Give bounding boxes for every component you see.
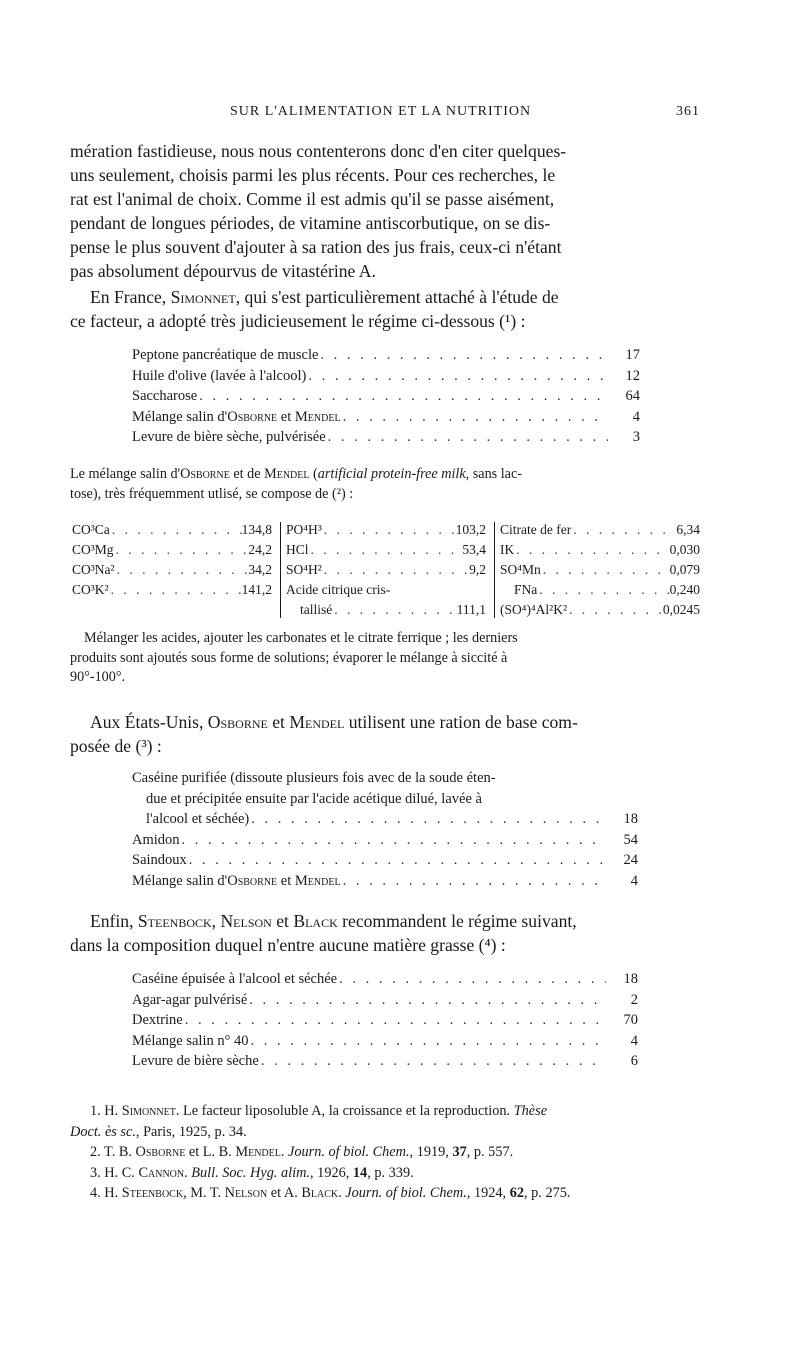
text-fragment: .	[280, 1144, 289, 1160]
mixing-instructions	[70, 629, 700, 688]
salt-row	[286, 540, 486, 560]
author-name: Steenbock	[137, 911, 212, 931]
amount: 103,2	[455, 522, 486, 537]
text-fragment: , p. 275.	[524, 1185, 571, 1201]
formula: Acide citrique cris-	[286, 582, 391, 597]
italic-title: Doct. ès sc.	[70, 1123, 136, 1140]
text-fragment: , Paris, 1925, p. 34.	[135, 1123, 247, 1140]
ingredient: Saccharose	[132, 388, 198, 405]
amount: 53,4	[462, 542, 486, 557]
diet-table-steenbock	[132, 969, 638, 1072]
quantity: 4	[630, 1032, 638, 1049]
text-fragment: et	[277, 872, 295, 889]
footnote-1	[90, 1101, 710, 1122]
formula: SO⁴Mn	[500, 562, 541, 577]
footnotes	[70, 1101, 710, 1204]
author-name: Osborne	[227, 872, 278, 889]
author-name: Nelson	[220, 911, 272, 931]
text-fragment: utilisent une ration de base com-	[344, 712, 578, 732]
formula: CO³Na²	[72, 562, 115, 577]
formula: SO⁴H²	[286, 562, 322, 577]
salt-row	[500, 580, 700, 600]
salt-composition-table	[72, 520, 700, 620]
salt-row	[72, 560, 272, 580]
formula: HCl	[286, 542, 309, 557]
diet-table-simonnet	[132, 345, 640, 448]
text-line: ce facteur, a adopté très judicieusement le régime ci-dessous (¹) :	[70, 311, 526, 331]
ingredient: Caséine épuisée à l'alcool et séchée	[132, 971, 338, 987]
text-line	[70, 909, 700, 933]
diet-row	[132, 789, 638, 810]
text-line: produits sont ajoutés sous forme de solutions; évaporer le mélange à siccité à	[70, 649, 508, 666]
text-line: mération fastidieuse, nous nous contenterons donc d'en citer quelques-	[70, 141, 567, 161]
author-name: Mendel	[289, 712, 345, 732]
text-fragment: Enfin,	[90, 911, 138, 931]
leader-dots	[183, 1010, 606, 1031]
amount: 111,1	[456, 602, 486, 617]
ingredient	[132, 871, 341, 892]
paragraph-4	[70, 909, 700, 957]
text-line: rat est l'animal de choix. Comme il est admis qu'il se passe aisément,	[70, 189, 555, 209]
text-fragment: 4. H.	[90, 1185, 122, 1201]
quantity: 17	[625, 347, 640, 363]
diet-row	[132, 1051, 638, 1072]
leader-dots	[341, 407, 608, 428]
author-name: Mendel	[294, 408, 341, 425]
author-name: Mendel	[235, 1144, 281, 1160]
quantity: 6	[630, 1053, 638, 1070]
volume-number: 62	[509, 1185, 524, 1201]
quantity: 54	[623, 831, 638, 848]
diet-row	[132, 366, 640, 387]
ingredient: due et précipitée ensuite par l'acide acétique dilué, lavée à	[146, 790, 482, 807]
diet-row	[132, 407, 640, 428]
italic-term: artificial protein-free milk	[317, 466, 466, 482]
diet-row	[132, 427, 640, 448]
quantity: 4	[630, 872, 638, 889]
quantity: 2	[630, 991, 638, 1008]
amount: 6,34	[676, 522, 700, 537]
running-head-title: SUR L'ALIMENTATION ET LA NUTRITION	[230, 104, 532, 119]
quantity: 12	[625, 367, 640, 384]
ingredient	[132, 407, 341, 428]
formula: FNa	[514, 582, 538, 597]
diet-row	[132, 990, 638, 1011]
leader-dots	[249, 809, 606, 830]
text-line: uns seulement, choisis parmi les plus récents. Pour ces recherches, le	[70, 165, 556, 185]
leader-dots	[322, 520, 456, 540]
leader-dots	[249, 1031, 606, 1052]
quantity: 24	[623, 852, 638, 869]
text-fragment: , p. 339.	[367, 1164, 414, 1181]
text-fragment: , 1926,	[310, 1164, 353, 1181]
ingredient: Amidon	[132, 831, 180, 848]
journal-title: Journ. of biol. Chem.	[345, 1185, 467, 1201]
text-line	[70, 710, 700, 734]
text-fragment: 3. H. C.	[90, 1164, 139, 1181]
ingredient: Levure de bière sèche	[132, 1053, 259, 1070]
quantity: 70	[623, 1012, 638, 1029]
author-name: Cannon	[138, 1164, 185, 1181]
author-name: Simonnet	[170, 287, 236, 307]
leader-dots	[180, 830, 606, 851]
formula: Citrate de fer	[500, 522, 572, 537]
column-divider	[494, 522, 495, 618]
author-name: Steenbock	[121, 1185, 184, 1201]
quantity: 18	[623, 971, 638, 987]
amount: 9,2	[469, 562, 486, 577]
author-name: Black	[301, 1185, 339, 1201]
author-name: Black	[293, 911, 338, 931]
journal-title: Bull. Soc. Hyg. alim.	[191, 1164, 311, 1181]
diet-row	[132, 386, 640, 407]
ingredient: Levure de bière sèche, pulvérisée	[132, 429, 326, 446]
text-line	[70, 465, 700, 485]
column-divider	[280, 522, 281, 618]
leader-dots	[187, 850, 606, 871]
leader-dots	[567, 600, 663, 620]
leader-dots	[309, 540, 463, 560]
salt-row	[500, 520, 700, 540]
journal-title: Journ. of biol. Chem.	[288, 1144, 410, 1160]
leader-dots	[247, 990, 606, 1011]
text-fragment: En France,	[90, 287, 171, 307]
leader-dots	[110, 520, 242, 540]
text-line: posée de (³) :	[70, 736, 162, 756]
leader-dots	[337, 969, 606, 990]
text-fragment: (	[309, 466, 318, 482]
text-fragment: , 1919,	[409, 1144, 453, 1160]
ingredient: Agar-agar pulvérisé	[132, 991, 248, 1008]
leader-dots	[326, 427, 608, 448]
leader-dots	[514, 540, 669, 560]
amount: 141,2	[241, 582, 272, 597]
salt-column-2	[286, 520, 486, 620]
diet-row	[132, 830, 638, 851]
author-name: Osborne	[135, 1144, 186, 1160]
volume-number: 14	[352, 1164, 368, 1181]
paragraph-2	[70, 285, 700, 333]
leader-dots	[318, 345, 608, 366]
amount: 134,8	[241, 522, 272, 537]
leader-dots	[114, 540, 249, 560]
leader-dots	[109, 580, 242, 600]
text-fragment: Mélange salin d'	[132, 408, 228, 425]
text-line: dans la composition duquel n'entre aucune matière grasse (⁴) :	[70, 935, 506, 955]
author-name: Mendel	[294, 872, 341, 889]
text-line: Mélanger les acides, ajouter les carbonates et le citrate ferrique ; les derniers	[84, 630, 518, 646]
amount: 0,079	[669, 562, 700, 577]
text-line: pendant de longues périodes, de vitamine antiscorbutique, on se dis-	[70, 213, 551, 233]
salt-row	[286, 560, 486, 580]
formula: (SO⁴)⁴Al²K²	[500, 602, 568, 617]
leader-dots	[571, 520, 676, 540]
salt-row	[72, 520, 272, 540]
formula: PO⁴H³	[286, 522, 322, 537]
salt-mixture-note	[70, 465, 700, 504]
quantity: 4	[632, 408, 640, 425]
text-fragment: , 1924,	[466, 1185, 510, 1201]
text-fragment: 2. T. B.	[90, 1144, 136, 1160]
footnote-1-continued	[70, 1122, 710, 1143]
leader-dots	[537, 580, 669, 600]
formula: tallisé	[300, 602, 333, 617]
text-line: pense le plus souvent d'ajouter à sa ration des jus frais, ceux-ci n'étant	[70, 237, 562, 257]
salt-column-3	[500, 520, 700, 620]
text-fragment: et de	[229, 466, 265, 482]
diet-row	[132, 850, 638, 871]
text-fragment: .	[338, 1185, 346, 1201]
author-name: Mendel	[264, 466, 310, 482]
paragraph-1	[70, 139, 700, 283]
leader-dots	[541, 560, 670, 580]
text-fragment: . Le facteur liposoluble A, la croissance et la reproduction.	[175, 1103, 514, 1119]
text-fragment: Le mélange salin d'	[70, 466, 181, 482]
diet-row	[132, 345, 640, 366]
formula: IK	[500, 542, 515, 557]
text-fragment: et A.	[267, 1185, 302, 1201]
text-fragment: et	[277, 408, 295, 425]
paragraph-3	[70, 710, 700, 758]
text-fragment: Aux États-Unis,	[90, 712, 208, 732]
text-line	[70, 285, 700, 309]
formula: CO³K²	[72, 582, 109, 597]
amount: 24,2	[248, 542, 272, 557]
salt-row	[286, 600, 486, 620]
salt-row	[500, 560, 700, 580]
text-line: pas absolument dépourvus de vitastérine A.	[70, 261, 376, 281]
salt-row	[500, 540, 700, 560]
author-name: Simonnet	[121, 1103, 176, 1119]
quantity: 64	[625, 388, 640, 405]
leader-dots	[332, 600, 456, 620]
text-fragment: .	[184, 1164, 192, 1181]
text-fragment: ,	[211, 911, 221, 931]
quantity: 18	[623, 811, 638, 828]
diet-row	[132, 1031, 638, 1052]
salt-row	[500, 600, 700, 620]
formula: CO³Ca	[72, 522, 110, 537]
formula: CO³Mg	[72, 542, 114, 557]
volume-number: 37	[452, 1144, 467, 1160]
footnote-2	[90, 1142, 710, 1163]
salt-row	[72, 580, 272, 600]
leader-dots	[197, 386, 608, 407]
author-name: Osborne	[180, 466, 230, 482]
text-line: tose), très fréquemment utlisé, se compose de (²) :	[70, 485, 354, 502]
text-fragment: , sans lac-	[465, 466, 522, 482]
salt-row	[72, 540, 272, 560]
page-number: 361	[676, 104, 700, 119]
diet-table-osborne-mendel	[132, 768, 638, 892]
salt-column-1	[72, 520, 272, 600]
salt-row	[286, 520, 486, 540]
diet-row	[132, 1010, 638, 1031]
author-name: Nelson	[224, 1185, 268, 1201]
text-fragment: et	[271, 911, 294, 931]
leader-dots	[259, 1051, 606, 1072]
text-fragment: , qui s'est particulièrement attaché à l'étude de	[235, 287, 559, 307]
diet-row	[132, 809, 638, 830]
footnote-4	[90, 1183, 710, 1204]
footnote-3	[90, 1163, 710, 1184]
text-line: 90°-100°.	[70, 669, 126, 685]
italic-title: Thèse	[513, 1103, 548, 1119]
salt-row	[286, 580, 486, 600]
leader-dots	[115, 560, 249, 580]
amount: 0,030	[669, 542, 700, 557]
ingredient: Mélange salin n° 40	[132, 1032, 249, 1049]
leader-dots	[341, 871, 606, 892]
text-fragment: Mélange salin d'	[132, 872, 228, 889]
leader-dots	[306, 366, 608, 387]
quantity: 3	[632, 429, 640, 446]
diet-row	[132, 871, 638, 892]
text-fragment: 1. H.	[90, 1103, 122, 1119]
ingredient: l'alcool et séchée)	[146, 811, 250, 828]
amount: 0,240	[669, 582, 700, 597]
author-name: Osborne	[227, 408, 278, 425]
leader-dots	[322, 560, 469, 580]
text-fragment: , p. 557.	[466, 1144, 514, 1160]
text-fragment: et L. B.	[185, 1144, 236, 1160]
text-fragment: et	[267, 712, 290, 732]
amount: 0,0245	[662, 602, 700, 617]
diet-row	[132, 969, 638, 990]
ingredient: Caséine purifiée (dissoute plusieurs fois avec de la soude éten-	[132, 770, 496, 786]
running-head	[70, 104, 700, 124]
ingredient: Dextrine	[132, 1012, 183, 1029]
diet-row	[132, 768, 638, 789]
ingredient: Saindoux	[132, 852, 187, 869]
text-fragment: recommandent le régime suivant,	[337, 911, 577, 931]
ingredient: Huile d'olive (lavée à l'alcool)	[132, 367, 307, 384]
author-name: Osborne	[207, 712, 268, 732]
text-fragment: , M. T.	[183, 1185, 225, 1201]
amount: 34,2	[248, 562, 272, 577]
ingredient: Peptone pancréatique de muscle	[132, 347, 319, 363]
